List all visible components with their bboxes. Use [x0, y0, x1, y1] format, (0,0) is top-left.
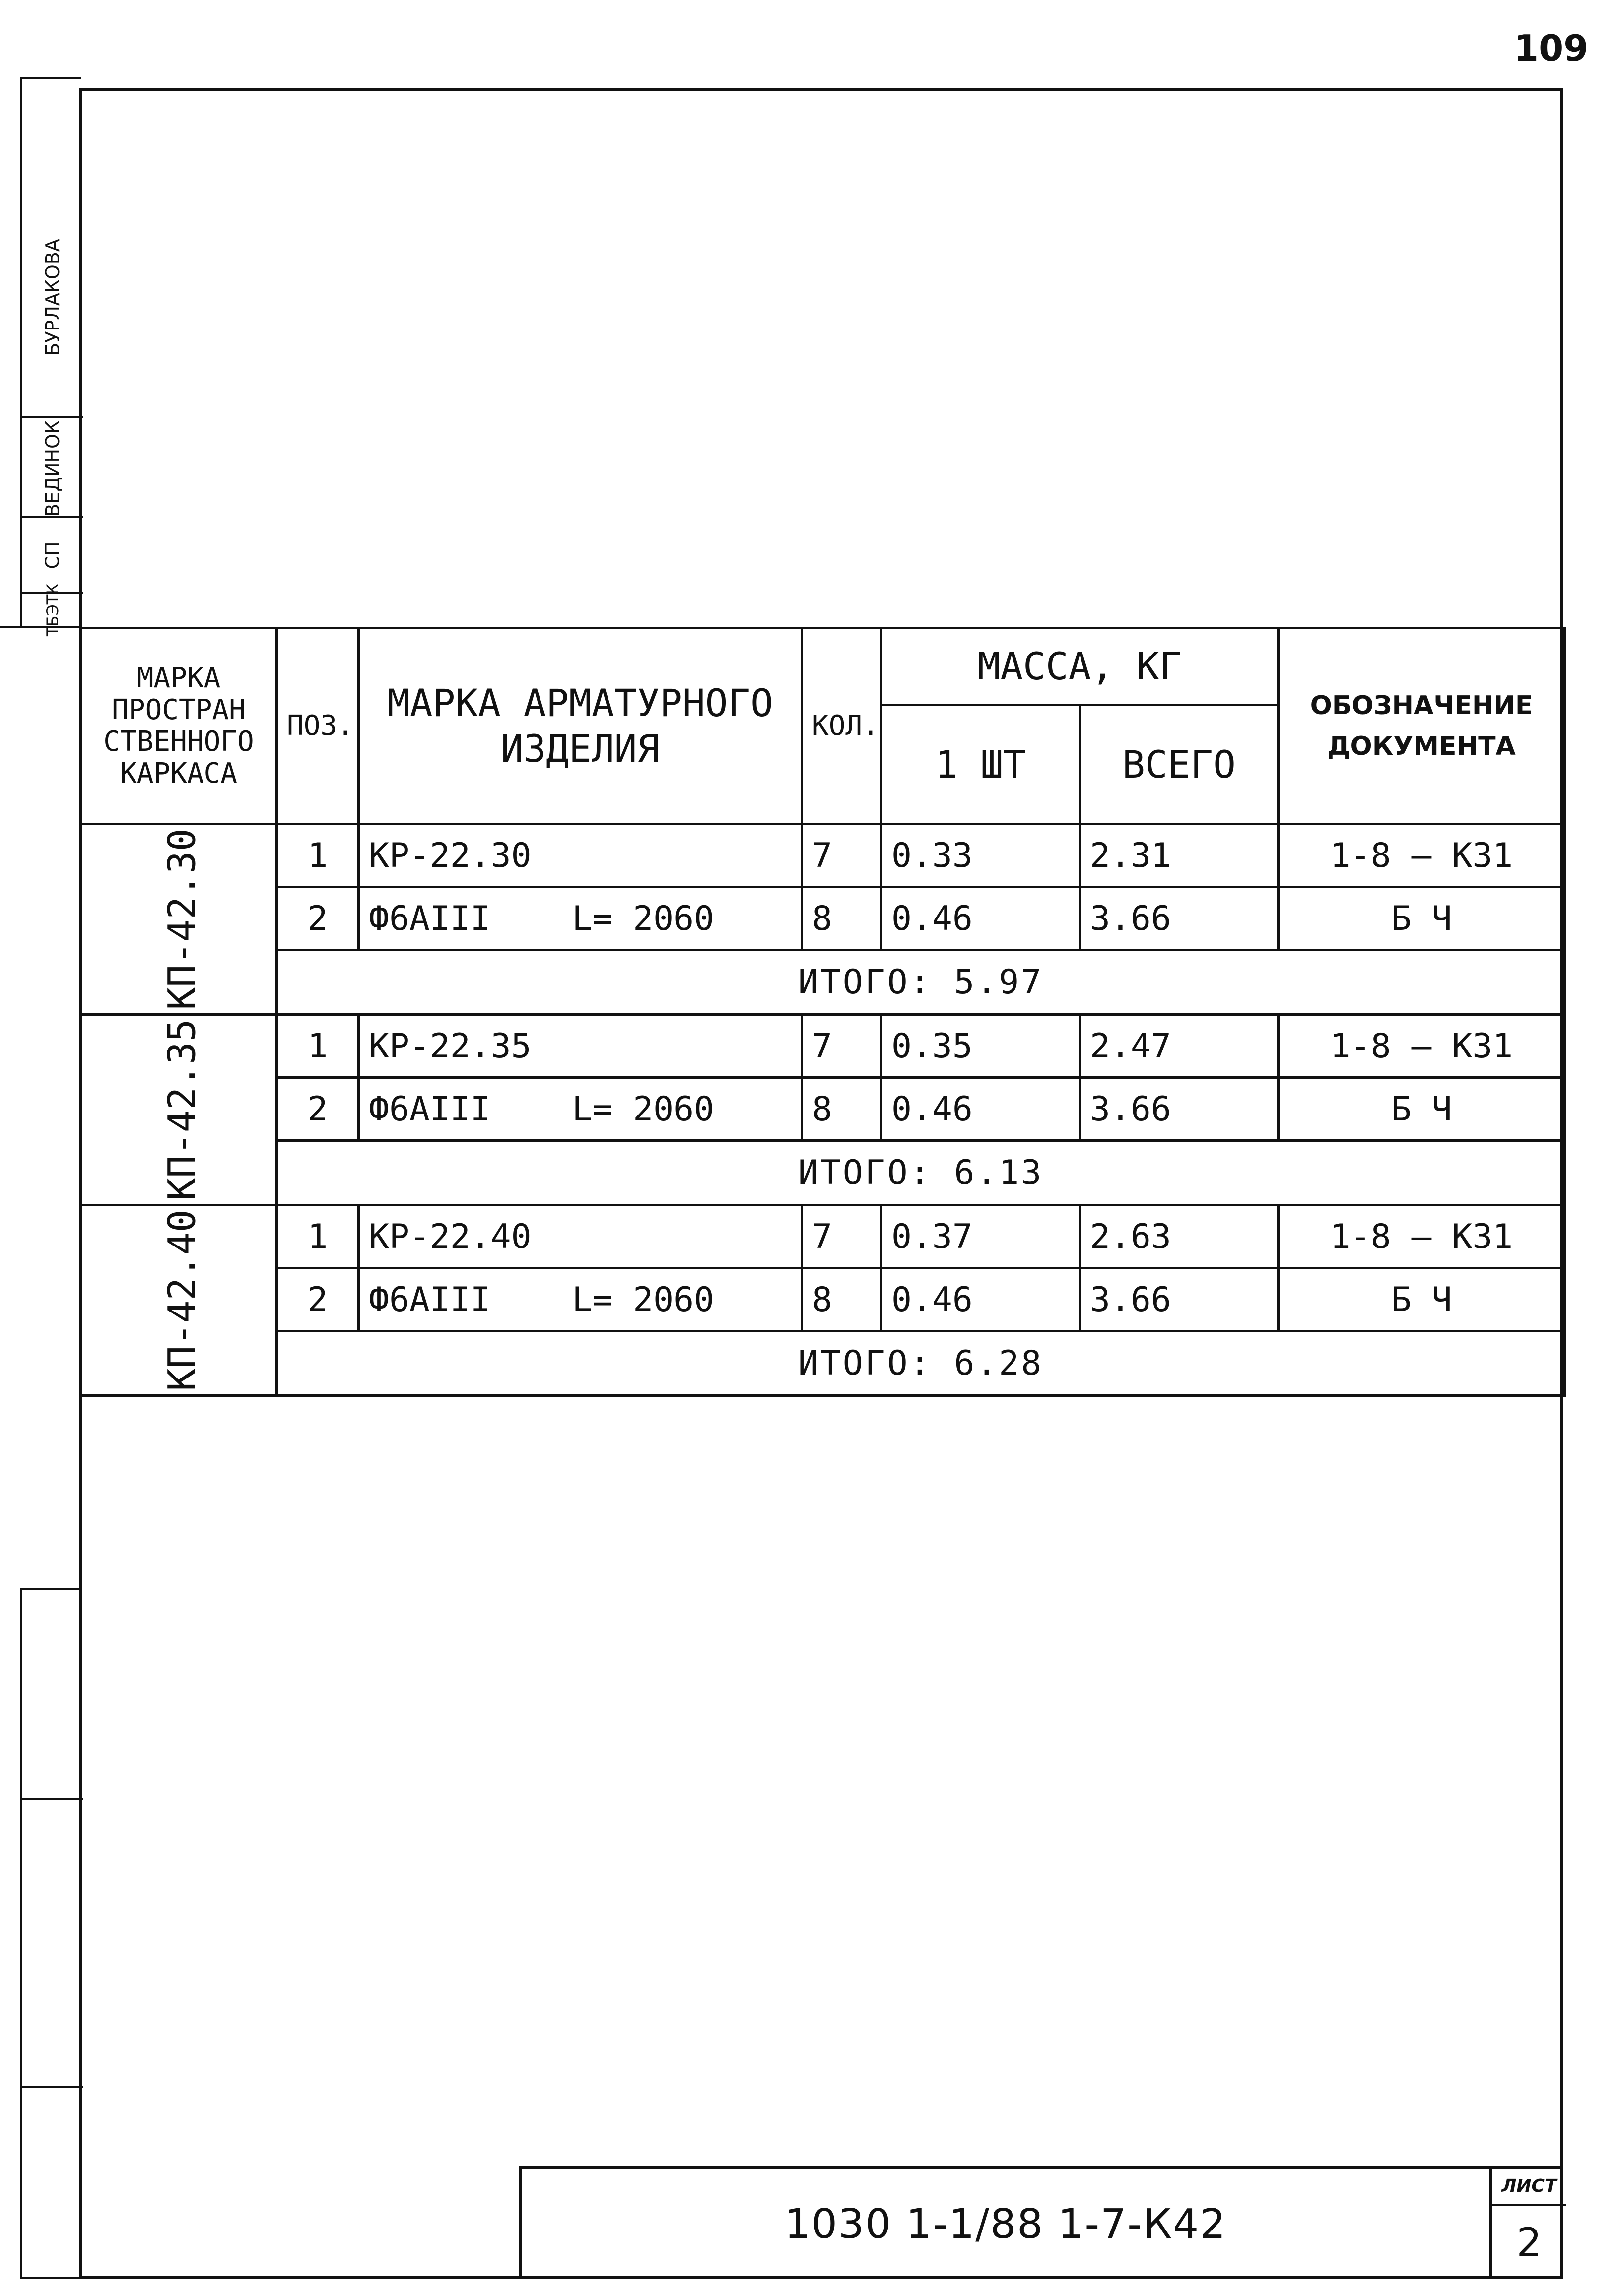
frame-mark-cell: КП-42.35: [81, 1015, 277, 1205]
doc-cell: 1-8 — К31: [1279, 1015, 1565, 1078]
pos-cell: 1: [277, 1205, 359, 1268]
total-mass-cell: 3.66: [1080, 1078, 1279, 1141]
unit-mass-cell: 0.46: [881, 1268, 1080, 1331]
group-total: ИТОГО: 6.13: [277, 1141, 1565, 1205]
sheet-number: 2: [1516, 2220, 1542, 2266]
doc-cell: 1-8 — К31: [1279, 824, 1565, 887]
table-row: [81, 1078, 1565, 1141]
doc-cell: Б Ч: [1279, 887, 1565, 950]
unit-mass-cell: 0.33: [881, 824, 1080, 887]
total-mass-cell: 2.47: [1080, 1015, 1279, 1078]
total-mass-cell: 2.63: [1080, 1205, 1279, 1268]
doc-cell: Б Ч: [1279, 1268, 1565, 1331]
divider: [0, 626, 81, 628]
specification-table: [79, 627, 1566, 1397]
table-row: [81, 887, 1565, 950]
item-cell: КР-22.40: [359, 1205, 802, 1268]
item-cell: Ф6АIII L= 2060: [359, 1078, 802, 1141]
header-qty: КОЛ.: [802, 628, 881, 824]
stamp-cell-role: ВЕДИНОК: [42, 420, 64, 517]
unit-mass-cell: 0.46: [881, 887, 1080, 950]
stamp-cell-name: БУРЛАКОВА: [42, 239, 64, 356]
header-frame-mark: МАРКА ПРОСТРАН СТВЕННОГО КАРКАСА: [81, 628, 277, 824]
qty-cell: 8: [802, 887, 881, 950]
table-row: [81, 824, 1565, 887]
pos-cell: 2: [277, 1268, 359, 1331]
pos-cell: 2: [277, 887, 359, 950]
doc-cell: 1-8 — К31: [1279, 1205, 1565, 1268]
header-document: ОБОЗНАЧЕНИЕ ДОКУМЕНТА: [1279, 628, 1565, 824]
header-item-mark: МАРКА АРМАТУРНОГО ИЗДЕЛИЯ: [359, 628, 802, 824]
unit-mass-cell: 0.46: [881, 1078, 1080, 1141]
frame-mark-cell: КП-42.40: [81, 1205, 277, 1396]
pos-cell: 1: [277, 824, 359, 887]
table-row: [81, 1268, 1565, 1331]
qty-cell: 8: [802, 1268, 881, 1331]
group-total: ИТОГО: 6.28: [277, 1331, 1565, 1396]
pos-cell: 2: [277, 1078, 359, 1141]
qty-cell: 8: [802, 1078, 881, 1141]
table-row: [81, 1205, 1565, 1268]
item-cell: КР-22.35: [359, 1015, 802, 1078]
header-mass-unit: 1 ШТ: [881, 705, 1080, 824]
page-number: 109: [1514, 27, 1589, 69]
unit-mass-cell: 0.35: [881, 1015, 1080, 1078]
qty-cell: 7: [802, 1015, 881, 1078]
header-mass-total: ВСЕГО: [1080, 705, 1279, 824]
document-code: 1030 1-1/88 1-7-К42: [784, 2200, 1227, 2248]
approval-stamp: [20, 77, 81, 637]
item-cell: Ф6АIII L= 2060: [359, 887, 802, 950]
unit-mass-cell: 0.37: [881, 1205, 1080, 1268]
total-row: [81, 1331, 1565, 1396]
total-mass-cell: 3.66: [1080, 887, 1279, 950]
qty-cell: 7: [802, 824, 881, 887]
total-mass-cell: 3.66: [1080, 1268, 1279, 1331]
title-block: [519, 2166, 1563, 2279]
item-cell: КР-22.30: [359, 824, 802, 887]
frame-mark-cell: КП-42.30: [81, 824, 277, 1015]
item-cell: Ф6АIII L= 2060: [359, 1268, 802, 1331]
sheet-label: ЛИСТ: [1492, 2169, 1566, 2206]
total-mass-cell: 2.31: [1080, 824, 1279, 887]
total-row: [81, 1141, 1565, 1205]
header-mass: МАССА, КГ: [881, 628, 1279, 705]
pos-cell: 1: [277, 1015, 359, 1078]
side-strip: [20, 1588, 81, 2279]
stamp-cell-org: ТБЭТК: [43, 583, 62, 637]
table-row: [81, 1015, 1565, 1078]
qty-cell: 7: [802, 1205, 881, 1268]
sheet-box: [1489, 2169, 1563, 2279]
doc-cell: Б Ч: [1279, 1078, 1565, 1141]
group-total: ИТОГО: 5.97: [277, 950, 1565, 1015]
total-row: [81, 950, 1565, 1015]
stamp-cell-dept: СП: [41, 541, 64, 569]
header-pos: ПОЗ.: [277, 628, 359, 824]
